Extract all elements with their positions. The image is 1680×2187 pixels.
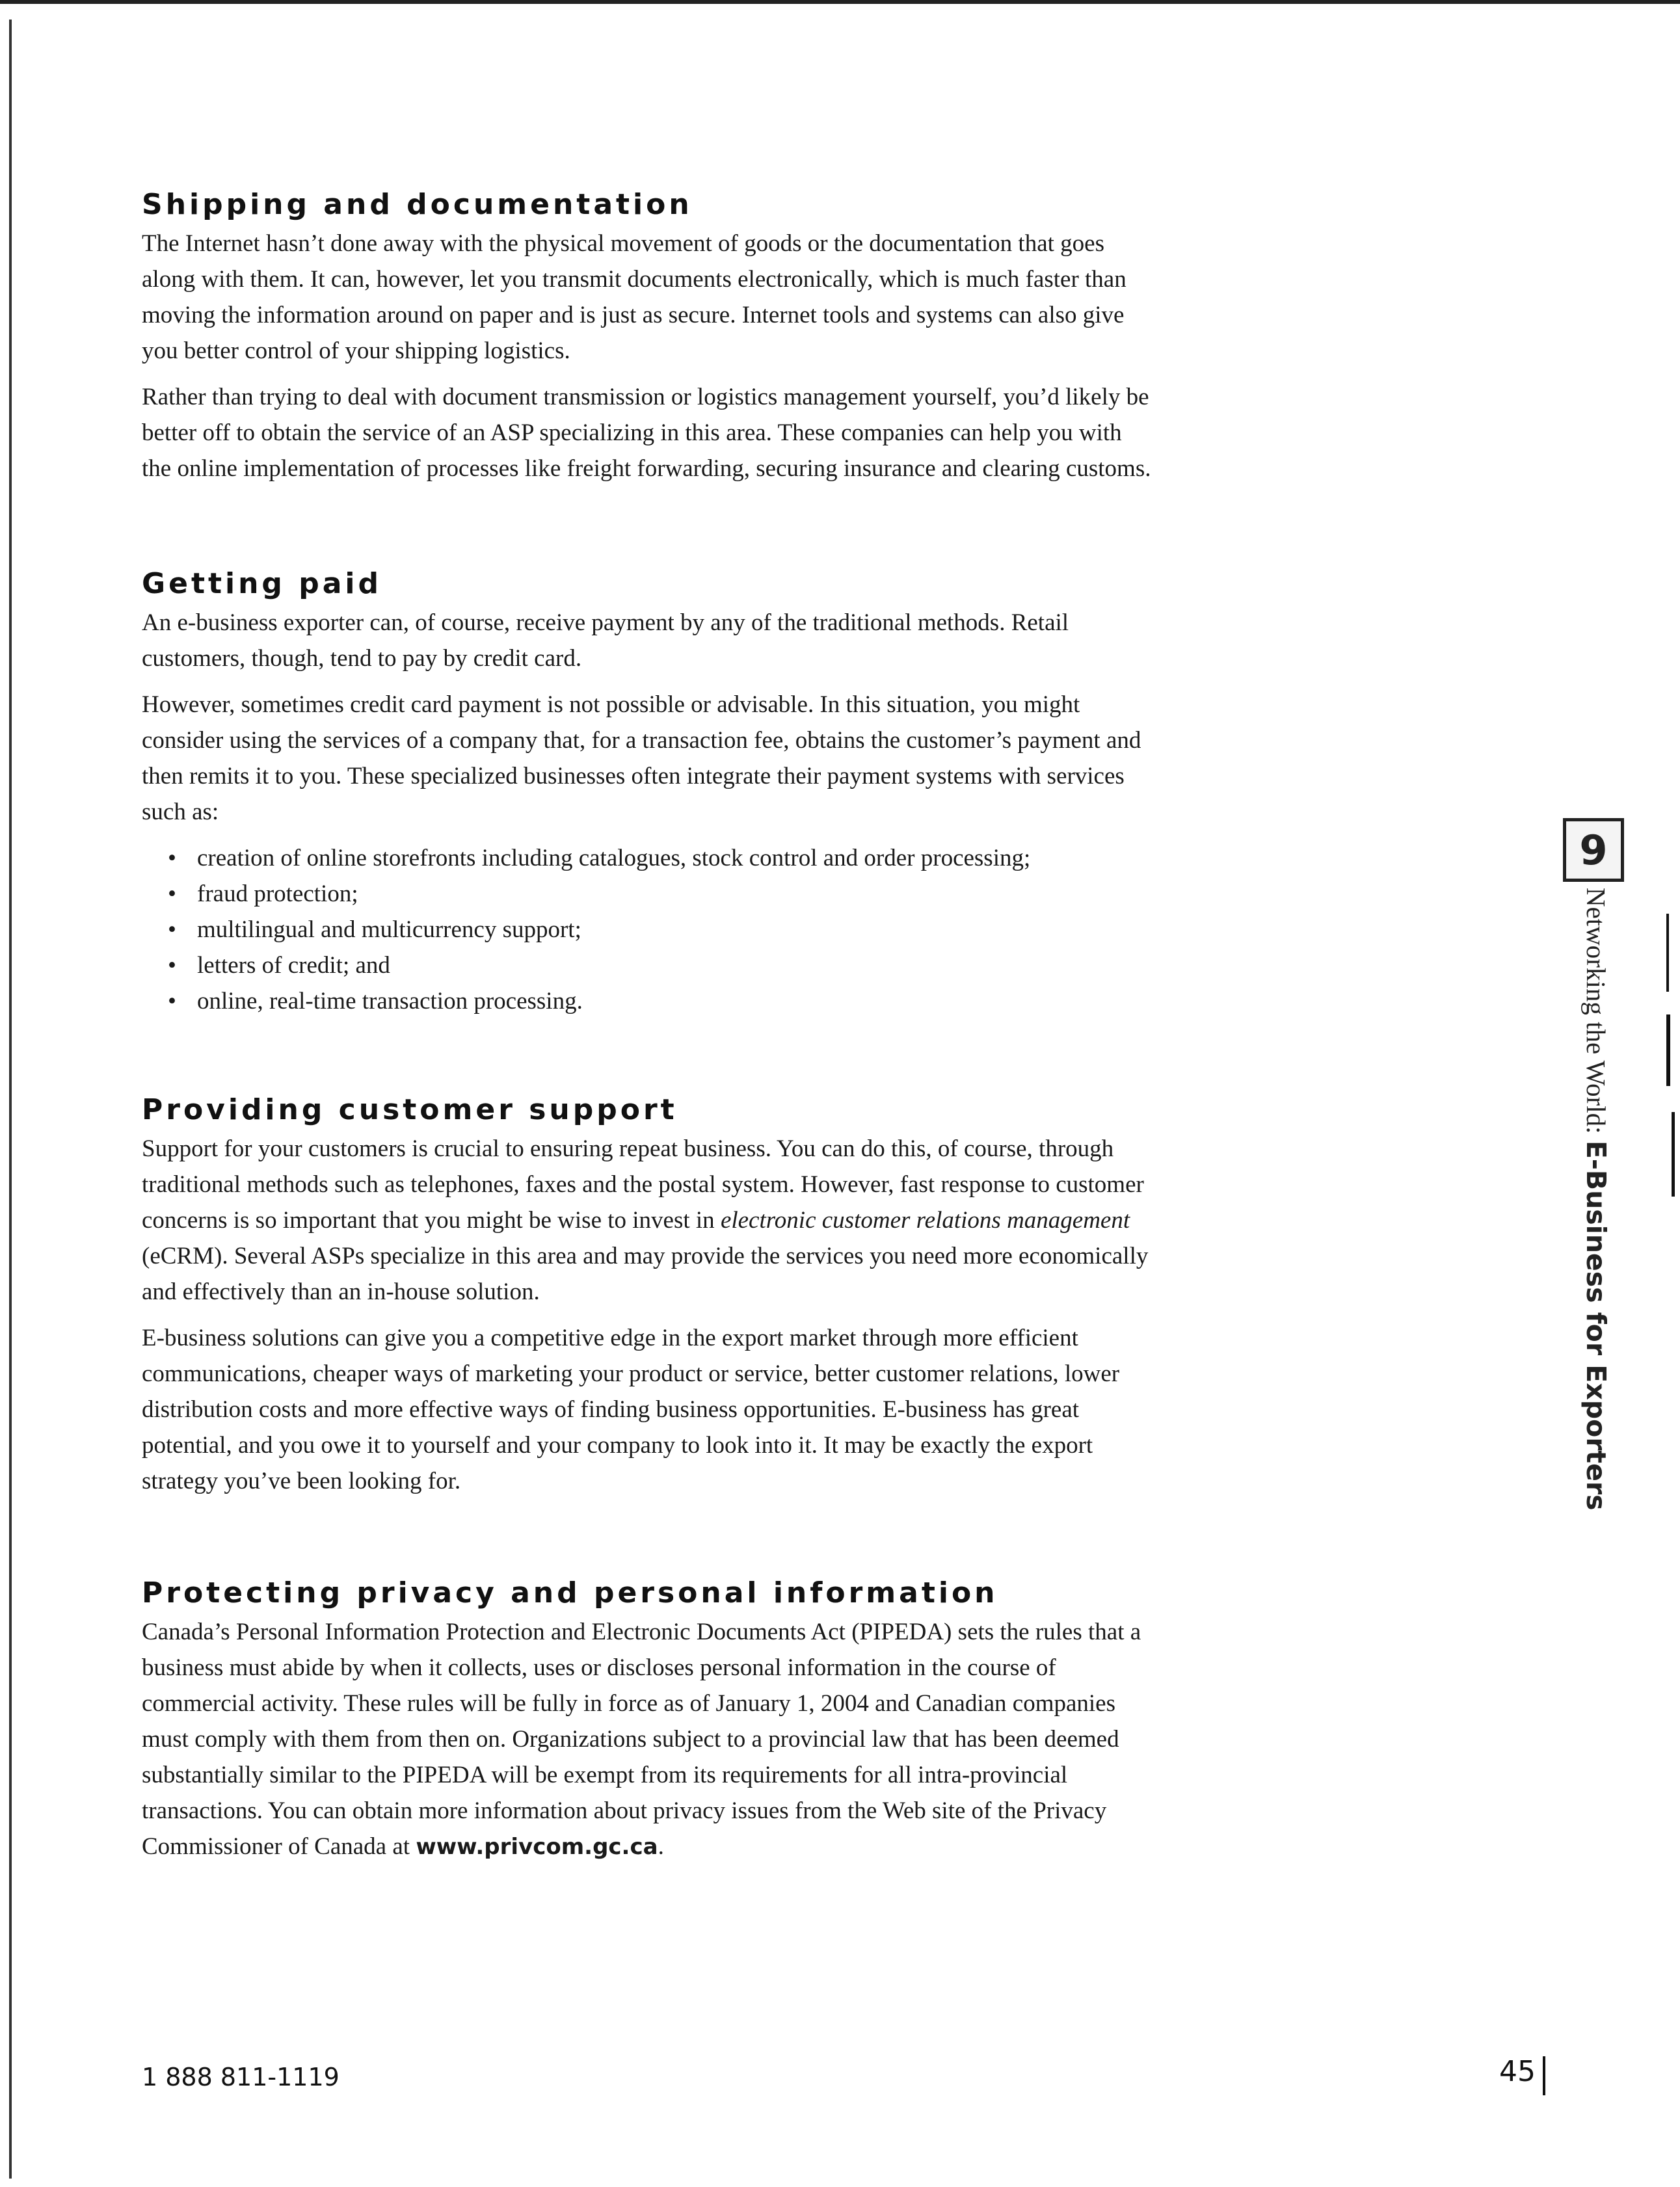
privacy-website-link[interactable]: www.privcom.gc.ca (416, 1834, 658, 1860)
section-heading: Providing customer support (142, 1093, 678, 1126)
running-title (1580, 888, 1612, 1511)
chapter-number-box (1563, 818, 1624, 882)
paragraph (142, 1131, 1156, 1310)
top-border (0, 0, 1680, 4)
edge-mark (1672, 1112, 1675, 1197)
running-title-prefix: Networking the World: (1581, 888, 1611, 1141)
running-title-emphasis: E-Business for Exporters (1580, 1140, 1612, 1511)
left-border (9, 20, 12, 2179)
footer-phone-number: 1 888 811-1119 (142, 2063, 340, 2091)
list-item (168, 840, 1156, 876)
main-content (142, 185, 1156, 1876)
section-privacy (142, 1574, 1156, 1865)
list-item-text: online, real-time transaction processing. (197, 988, 583, 1014)
service-list (142, 840, 1156, 1019)
paragraph: Rather than trying to deal with document transmission or logistics management yourself, you’d likely be better off to obtain the service of an ASP specializing in this area. These companies can help you with the online implementation of processes like freight forwarding, securing insurance and clearing customs. (142, 384, 1151, 482)
bullet-icon: • (168, 881, 176, 907)
paragraph: An e-business exporter can, of course, receive payment by any of the traditional methods. Retail customers, though, tend to pay by credit card. (142, 609, 1069, 672)
section-heading: Protecting privacy and personal information (142, 1576, 998, 1610)
list-item-text: multilingual and multicurrency support; (197, 916, 581, 943)
paragraph: However, sometimes credit card payment is not possible or advisable. In this situation, you might consider using the services of a company that, for a transaction fee, obtains the customer’s payment and then remits it to you. These specialized businesses often integrate their payment systems with services such as: (142, 691, 1141, 825)
section-heading: Getting paid (142, 567, 382, 600)
bullet-icon: • (168, 845, 176, 871)
paragraph: E-business solutions can give you a competitive edge in the export market through more efficient communications, cheaper ways of marketing your product or service, better customer relations, lower distribution costs and more effective ways of finding business opportunities. E-business has great potential, and you owe it to yourself and your company to look into it. It may be exactly the export strategy you’ve been looking for. (142, 1325, 1120, 1494)
list-item-text: fraud protection; (197, 881, 358, 907)
paragraph: The Internet hasn’t done away with the physical movement of goods or the documentation that goes along with them. It can, however, let you transmit documents electronically, which is much faster than moving the information around on paper and is just as secure. Internet tools and systems can also give you better control of your shipping logistics. (142, 230, 1127, 364)
paragraph-text: Support for your customers is crucial to ensuring repeat business. You can do this, of course, through traditional methods such as telephones, faxes and the postal system. However, fast response to customer concerns is so important that you might be wise to invest in (142, 1135, 1144, 1234)
paragraph-text: (eCRM). Several ASPs specialize in this area and may provide the services you need more economically and effectively than an in-house solution. (142, 1243, 1149, 1305)
edge-mark (1666, 914, 1669, 992)
paragraph-text: Canada’s Personal Information Protection and Electronic Documents Act (PIPEDA) sets the rules that a business must abide by when it collects, uses or discloses personal information in the course of commercial activity. These rules will be fully in force as of January 1, 2004 and Canadian companies must comply with them from then on. Organizations subject to a provincial law that has been deemed substantially similar to the PIPEDA will be exempt from its requirements for all intra-provincial transactions. You can obtain more information about privacy issues from the Web site of the Privacy Commissioner of Canada at (142, 1619, 1141, 1860)
list-item (168, 983, 1156, 1019)
section-heading: Shipping and documentation (142, 188, 693, 221)
list-item (168, 912, 1156, 948)
bullet-icon: • (168, 988, 176, 1014)
page-number: 45 (1499, 2055, 1536, 2088)
edge-mark (1666, 1014, 1670, 1086)
paragraph-text: . (658, 1833, 664, 1860)
emphasized-term: electronic customer relations management (720, 1207, 1130, 1234)
page-number-divider (1543, 2056, 1545, 2095)
list-item (168, 948, 1156, 983)
chapter-number: 9 (1579, 826, 1608, 874)
section-getting-paid (142, 564, 1156, 1019)
paragraph (142, 1614, 1156, 1865)
list-item-text: creation of online storefronts including catalogues, stock control and order processing; (197, 845, 1031, 871)
bullet-icon: • (168, 916, 176, 943)
list-item (168, 876, 1156, 912)
section-shipping (142, 185, 1156, 486)
bullet-icon: • (168, 952, 176, 979)
section-customer-support (142, 1091, 1156, 1499)
list-item-text: letters of credit; and (197, 952, 390, 979)
